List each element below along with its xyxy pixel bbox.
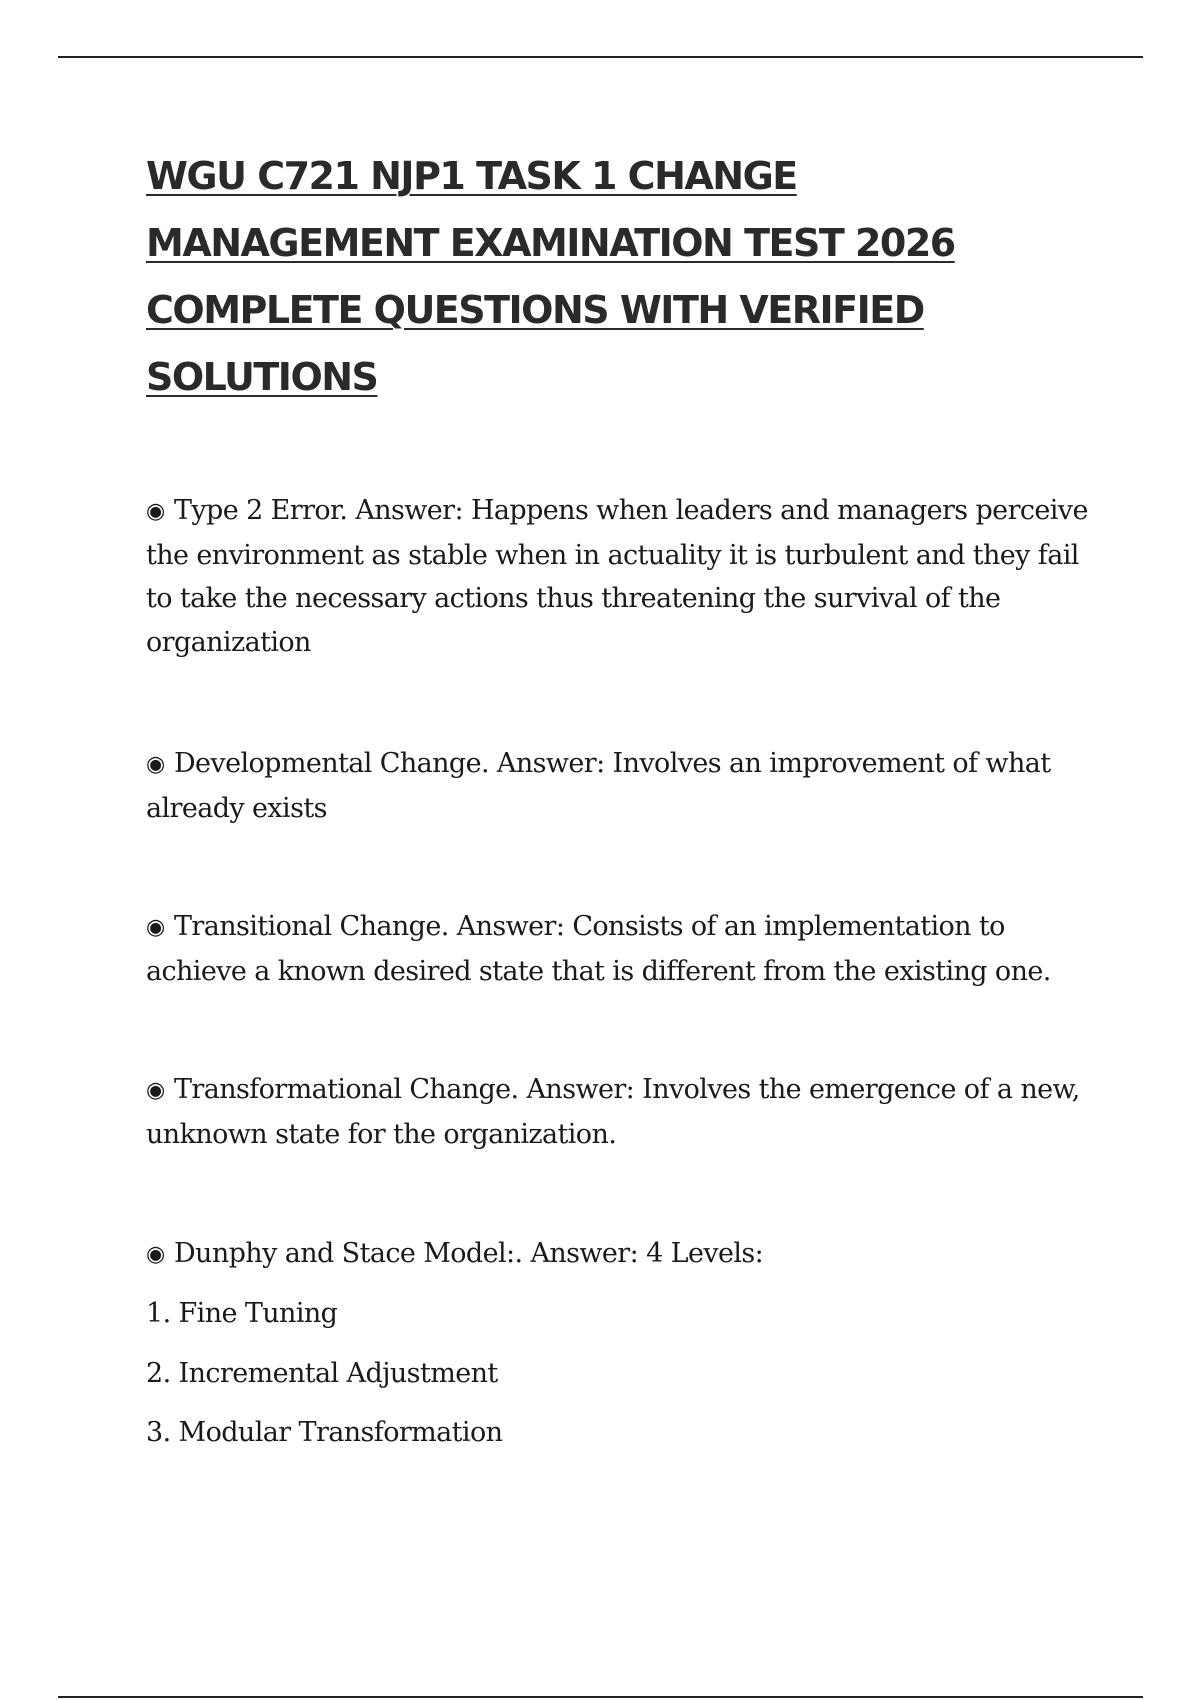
top-divider (58, 56, 1143, 58)
qa-item-text: Dunphy and Stace Model:. Answer: 4 Levels: (174, 1238, 764, 1269)
qa-item-text: Transitional Change. Answer: Consists of an implementation to achieve a known desired state that is different from the existing one. (146, 911, 1051, 987)
radio-bullet-icon: ◉ (146, 499, 165, 524)
radio-bullet-icon: ◉ (146, 752, 165, 777)
qa-item-text: Developmental Change. Answer: Involves an improvement of what already exists (146, 748, 1051, 824)
qa-item-type-2-error (146, 489, 1106, 664)
radio-bullet-icon: ◉ (146, 1242, 165, 1267)
qa-item-transitional-change (146, 905, 1106, 993)
radio-bullet-icon: ◉ (146, 1078, 165, 1103)
qa-item-text: Type 2 Error. Answer: Happens when leaders and managers perceive the environment as stable when in actuality it is turbulent and they fail to take the necessary actions thus threatening the survival of the organization (146, 495, 1088, 658)
qa-item-dunphy-stace-model (146, 1232, 1106, 1277)
qa-item-developmental-change (146, 742, 1106, 830)
title-line-2: MANAGEMENT EXAMINATION TEST 2026 (146, 221, 955, 265)
bottom-divider (58, 1696, 1143, 1698)
qa-item-transformational-change (146, 1068, 1106, 1156)
qa-item-text: Transformational Change. Answer: Involves the emergence of a new, unknown state for the organization. (146, 1074, 1080, 1150)
radio-bullet-icon: ◉ (146, 915, 165, 940)
level-item-3: 3. Modular Transformation (146, 1417, 503, 1448)
level-item-2: 2. Incremental Adjustment (146, 1358, 498, 1389)
level-item-1: 1. Fine Tuning (146, 1298, 338, 1329)
document-title (146, 143, 1126, 411)
title-line-4: SOLUTIONS (146, 355, 378, 399)
title-line-1: WGU C721 NJP1 TASK 1 CHANGE (146, 154, 797, 198)
title-line-3: COMPLETE QUESTIONS WITH VERIFIED (146, 288, 924, 332)
